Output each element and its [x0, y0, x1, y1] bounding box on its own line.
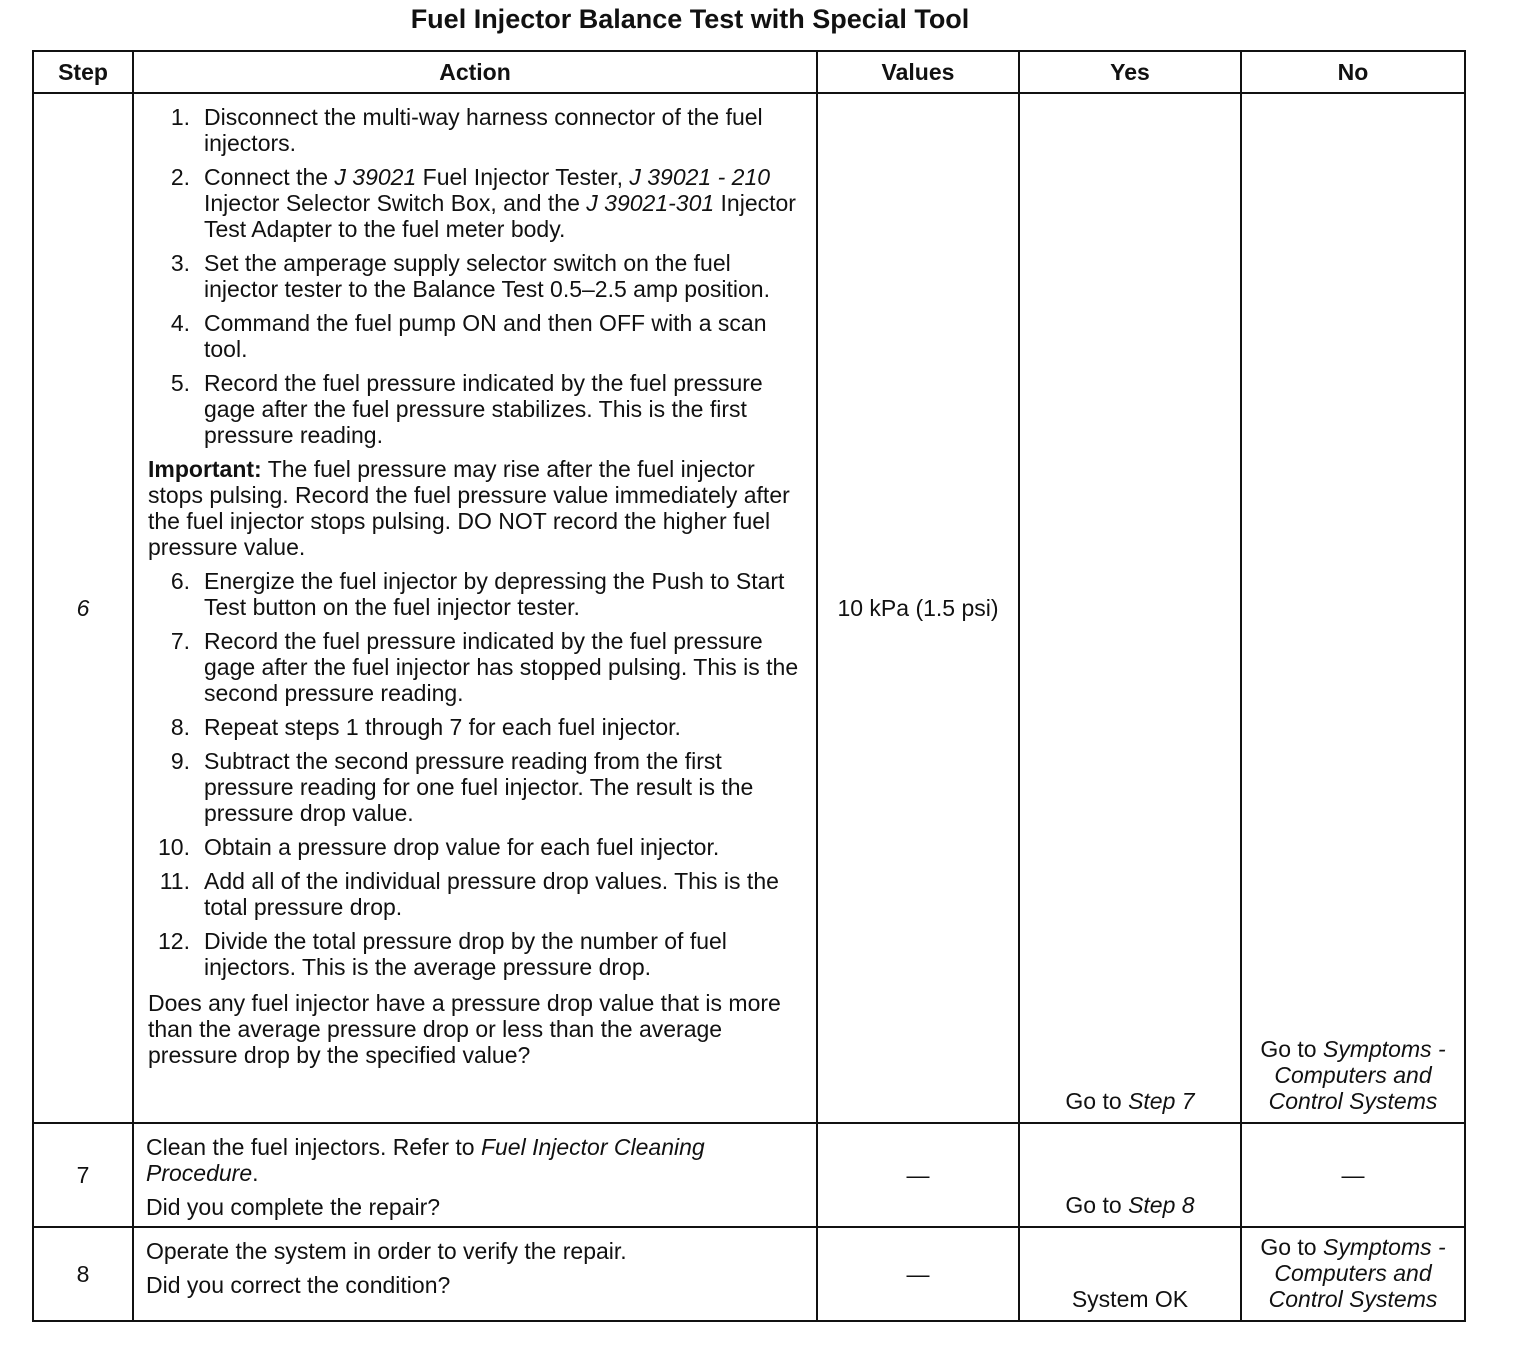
yes-cell: Go to Step 8	[1019, 1123, 1241, 1227]
header-action: Action	[133, 51, 817, 93]
action-cell	[133, 93, 817, 1123]
symptoms-link[interactable]: Symptoms - Computers and Control Systems	[1268, 1234, 1446, 1312]
step-number: 6	[33, 93, 133, 1123]
symptoms-link[interactable]: Symptoms - Computers and Control Systems	[1268, 1036, 1446, 1114]
header-step: Step	[33, 51, 133, 93]
question-text: Does any fuel injector have a pressure drop value that is more than the average pressure drop or less than the average pressure drop by the specified value?	[148, 990, 781, 1068]
procedure-list-a	[146, 104, 804, 448]
tool-ref: J 39021-301	[586, 190, 715, 216]
document-title: Fuel Injector Balance Test with Special Tool	[410, 4, 970, 34]
action-text: Operate the system in order to verify the repair.	[146, 1238, 627, 1264]
procedure-link[interactable]: Fuel Injector Cleaning Procedure	[146, 1134, 705, 1186]
header-yes: Yes	[1019, 51, 1241, 93]
table-row-step-8	[33, 1227, 1465, 1321]
no-cell: Go to Symptoms - Computers and Control Systems	[1241, 93, 1465, 1123]
question-text: Did you correct the condition?	[146, 1272, 451, 1298]
action-cell	[133, 1123, 817, 1227]
no-cell: —	[1241, 1123, 1465, 1227]
action-cell	[133, 1227, 817, 1321]
table-row-step-7	[33, 1123, 1465, 1227]
tool-ref: J 39021	[334, 164, 417, 190]
list-item: 6. Energize the fuel injector by depressing the Push to Start Test button on the fuel injector tester.	[170, 568, 785, 620]
yes-cell: Go to Step 7	[1019, 93, 1241, 1123]
question-text: Did you complete the repair?	[146, 1194, 441, 1220]
important-note: Important: The fuel pressure may rise after the fuel injector stops pulsing. Record the fuel pressure value immediately after the fuel injector stops pulsing. DO NOT record the higher fuel pressure value.	[148, 456, 790, 560]
yes-cell: System OK	[1019, 1227, 1241, 1321]
list-item: 5. Record the fuel pressure indicated by the fuel pressure gage after the fuel pressure stabilizes. This is the first pressure reading.	[170, 370, 763, 448]
procedure-list-b	[146, 568, 804, 980]
value-cell: —	[817, 1227, 1019, 1321]
step-link[interactable]: Step 8	[1128, 1192, 1195, 1218]
diagnostic-table	[32, 50, 1466, 1322]
tool-ref: J 39021 - 210	[629, 164, 771, 190]
list-item: 4. Command the fuel pump ON and then OFF with a scan tool.	[170, 310, 767, 362]
header-row	[33, 51, 1465, 93]
list-item: 1. Disconnect the multi-way harness connector of the fuel injectors.	[170, 104, 763, 156]
list-item: 10. Obtain a pressure drop value for each fuel injector.	[158, 834, 720, 860]
step-number: 8	[33, 1227, 133, 1321]
list-item: 3. Set the amperage supply selector switch on the fuel injector tester to the Balance Test 0.5–2.5 amp position.	[170, 250, 770, 302]
header-no: No	[1241, 51, 1465, 93]
list-item: 8. Repeat steps 1 through 7 for each fuel injector.	[170, 714, 681, 740]
list-item: 9. Subtract the second pressure reading from the first pressure reading for one fuel injector. The result is the pressure drop value.	[170, 748, 754, 826]
no-cell: Go to Symptoms - Computers and Control Systems	[1241, 1227, 1465, 1321]
action-text: Clean the fuel injectors. Refer to Fuel Injector Cleaning Procedure.	[146, 1134, 705, 1186]
list-item: 7. Record the fuel pressure indicated by the fuel pressure gage after the fuel injector has stopped pulsing. This is the second pressure reading.	[170, 628, 799, 706]
header-values: Values	[817, 51, 1019, 93]
list-item: 12. Divide the total pressure drop by the number of fuel injectors. This is the average pressure drop.	[158, 928, 727, 980]
table-row-step-6	[33, 93, 1465, 1123]
step-link[interactable]: Step 7	[1128, 1088, 1195, 1114]
list-item: 11. Add all of the individual pressure drop values. This is the total pressure drop.	[159, 868, 779, 920]
step-number: 7	[33, 1123, 133, 1227]
value-cell: —	[817, 1123, 1019, 1227]
value-cell: 10 kPa (1.5 psi)	[817, 93, 1019, 1123]
list-item: 2. Connect the J 39021 Fuel Injector Tester, J 39021 - 210 Injector Selector Switch Box, and the J 39021-301 Injector Test Adapter to the fuel meter body.	[170, 164, 796, 242]
